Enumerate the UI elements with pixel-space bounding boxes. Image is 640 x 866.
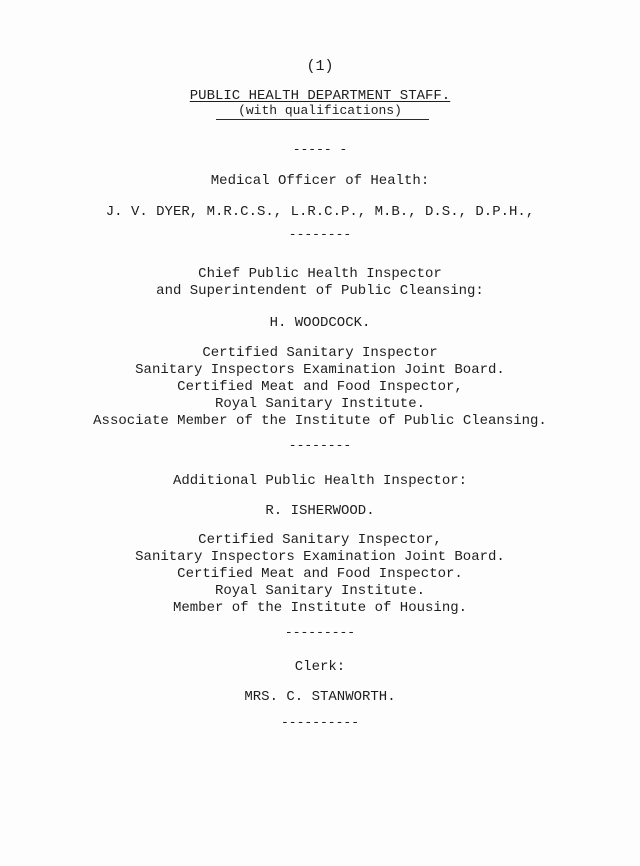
divider-0: ----- - [292,142,348,157]
clerk-name: MRS. C. STANWORTH. [244,689,396,705]
chief-inspector-heading-line-1: Chief Public Health Inspector [198,266,442,282]
page-number: (1) [306,58,334,75]
divider-2: -------- [288,438,352,453]
page-subtitle: (with qualifications) [238,103,402,118]
chief-inspector-qualification: Certified Sanitary Inspector [202,345,438,361]
divider-3: --------- [284,625,356,640]
chief-inspector-heading-line-2: and Superintendent of Public Cleansing: [156,283,484,299]
additional-inspector-qualification: Sanitary Inspectors Examination Joint Board. [135,549,505,565]
divider-4: ---------- [280,715,359,730]
additional-inspector-qualification: Certified Sanitary Inspector, [198,532,442,548]
chief-inspector-qualification: Sanitary Inspectors Examination Joint Board. [135,362,505,378]
chief-inspector-name: H. WOODCOCK. [269,315,371,331]
chief-inspector-qualification: Certified Meat and Food Inspector, [177,379,463,395]
page-title: PUBLIC HEALTH DEPARTMENT STAFF. [189,88,451,104]
subtitle-underline [216,119,429,120]
additional-inspector-qualification: Royal Sanitary Institute. [214,583,426,599]
chief-inspector-qualification: Associate Member of the Institute of Public Cleansing. [93,413,547,429]
clerk-heading: Clerk: [294,659,346,675]
additional-inspector-heading: Additional Public Health Inspector: [172,473,468,489]
medical-officer-name: J. V. DYER, M.R.C.S., L.R.C.P., M.B., D.S., D.P.H., [105,204,535,220]
additional-inspector-qualification: Certified Meat and Food Inspector. [177,566,463,582]
chief-inspector-qualification: Royal Sanitary Institute. [214,396,426,412]
divider-1: -------- [288,227,352,242]
additional-inspector-qualification: Member of the Institute of Housing. [172,600,468,616]
medical-officer-heading: Medical Officer of Health: [210,173,430,189]
additional-inspector-name: R. ISHERWOOD. [265,503,375,519]
